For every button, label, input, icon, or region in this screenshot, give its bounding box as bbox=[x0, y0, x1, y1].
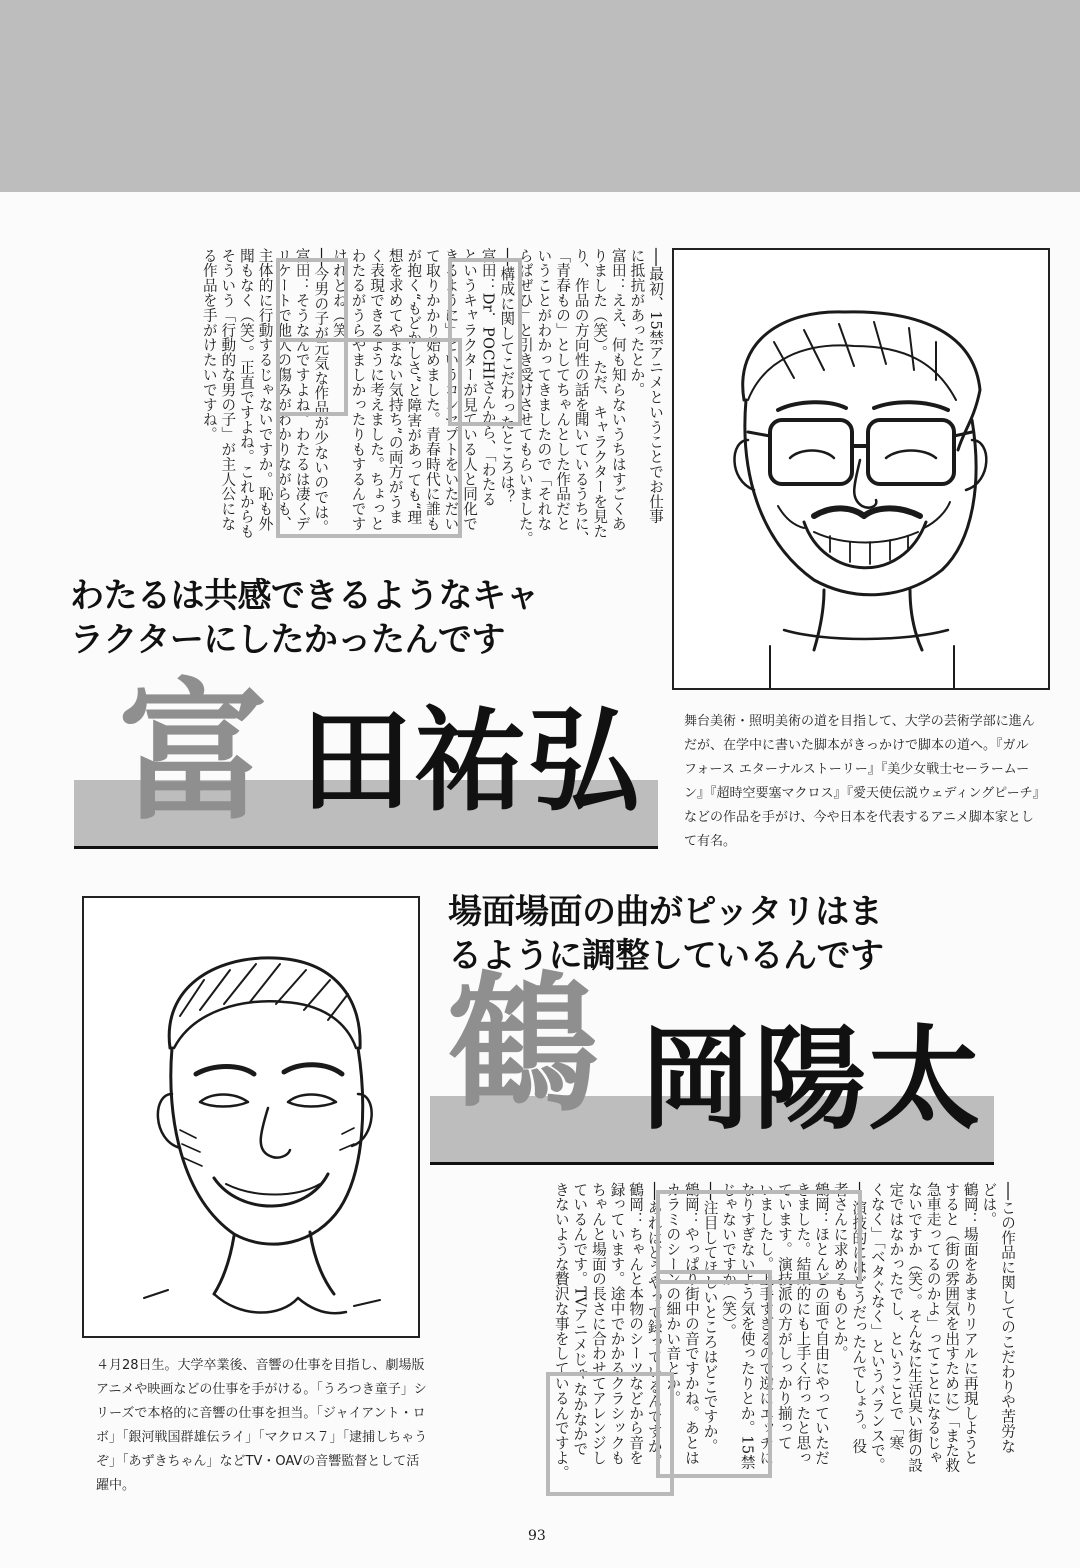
tomita-line-1: ──最初、15禁アニメということでお仕事 bbox=[647, 248, 664, 524]
tomita-line-19: ──今男の子が元気な作品が少ないのでは。 bbox=[312, 248, 330, 535]
tomita-line-24: そういう「行動的な男の子」が主人公にな bbox=[219, 248, 237, 532]
deco-frame-6 bbox=[546, 1372, 674, 1496]
tsuruoka-line-22: 録っています。途中でかかるクラシックも bbox=[608, 1182, 626, 1466]
tsuruoka-line-3: 鶴岡：場面をあまりリアルに再現しようと bbox=[961, 1182, 979, 1466]
tsuruoka-line-19: カラミのシーンの細かい音とか。 bbox=[664, 1182, 682, 1406]
tsuruoka-line-14: いましたし。上手すぎるので逆にエッチに bbox=[757, 1182, 775, 1466]
tsuruoka-line-20: ──あれはどうやって録っているんですか。 bbox=[645, 1182, 663, 1469]
tsuruoka-line-10: 者さんに求めるものとか。 bbox=[831, 1182, 849, 1361]
tsuruoka-line-13: ています。演技派の方がしっかり揃って bbox=[775, 1182, 793, 1451]
tsuruoka-line-23: ちゃんと場面の長さに合わせてアレンジし bbox=[589, 1182, 607, 1466]
tomita-headline bbox=[70, 574, 670, 662]
tsuruoka-headline-line-1: 場面場面の曲がピッタリはま bbox=[448, 892, 883, 932]
tomita-line-7: いうことがわかってきましたので「それな bbox=[535, 248, 553, 532]
tomita-line-9: ──構成に関してこだわったところは？ bbox=[498, 248, 516, 505]
tomita-line-2: に抵抗があったとか。 bbox=[628, 248, 646, 397]
page-number: 93 bbox=[528, 1528, 546, 1544]
tomita-line-12: きるように」というコンセプトをいただい bbox=[442, 248, 460, 532]
tsuruoka-line-12: きました。結果的にも上手く行ったと思っ bbox=[794, 1182, 812, 1466]
tomita-line-10: 富田：Dr．POCHIさんから、「わたる bbox=[479, 248, 497, 507]
tomita-line-25: る作品を手がけたいですね。 bbox=[200, 248, 218, 442]
tomita-line-4: りました（笑）。ただ、キャラクターを見た bbox=[591, 248, 609, 539]
tsuruoka-line-16: じゃないですか（笑）。 bbox=[720, 1182, 738, 1339]
tomita-line-11: というキャラクターが見ている人と同化で bbox=[461, 248, 479, 532]
tomita-portrait-illustration bbox=[674, 250, 1048, 688]
tomita-headline-line-1: わたるは共感できるようなキャ bbox=[70, 576, 539, 616]
tsuruoka-line-11: 鶴岡：ほとんどの面で自由にやっていただ bbox=[813, 1182, 831, 1466]
tsuruoka-line-18: 鶴岡：やっぱり街中の音ですかね。あとは bbox=[682, 1182, 700, 1466]
top-gray-band bbox=[0, 0, 1080, 192]
tsuruoka-line-21: 鶴岡：ちゃんと本物のシーツなどから音を bbox=[627, 1182, 645, 1466]
deco-frame-3 bbox=[276, 338, 462, 538]
tsuruoka-line-1: ──この作品に関してのこだわりや苦労な bbox=[999, 1182, 1016, 1454]
tomita-line-17: わたるがうらやましかったりもするんです bbox=[349, 248, 367, 532]
tomita-line-6: 「青春もの」としてちゃんとした作品だと bbox=[554, 248, 572, 532]
tsuruoka-headline-line-2: るように調整しているんです bbox=[448, 936, 884, 976]
tomita-headline-line-2: ラクターにしたかったんです bbox=[70, 620, 505, 660]
tsuruoka-name-big-char: 鶴 bbox=[448, 957, 599, 1133]
tomita-name: 田祐弘 bbox=[300, 696, 642, 827]
tomita-line-15: 想を求めてやまない気持ち”の両方がうま bbox=[386, 248, 404, 524]
tomita-line-13: て取りかかり始めました。青春時代に誰も bbox=[423, 248, 441, 532]
tsuruoka-line-4: すると（街の雰囲気を出すために）「また救 bbox=[943, 1182, 961, 1473]
tomita-line-8: らばぜひ」と引き受けさせてもらいました。 bbox=[516, 248, 534, 546]
tomita-line-16: く表現できるように考えました。ちょっと bbox=[368, 248, 386, 532]
tomita-line-23: 聞もなく（笑）。正直ですよね。これからも bbox=[237, 248, 255, 539]
tsuruoka-bio: ４月28日生。大学卒業後、音響の仕事を目指し、劇場版アニメや映画などの仕事を手がける。「うろつき童子」シリーズで本格的に音響の仕事を担当。「ジャイアント・ロボ」「銀河戦国群雄伝ライ」「マクロス７」「逮捕しちゃうぞ」「あずきちゃん」などTV・OAVの音響監督として活躍中。 bbox=[96, 1358, 428, 1493]
tsuruoka-name: 岡陽太 bbox=[640, 1014, 982, 1145]
tomita-line-21: リケートで他人の傷みがわかりながらも、 bbox=[275, 248, 293, 532]
tomita-line-3: 富田：ええ、何も知らないうちはすごくあ bbox=[609, 248, 627, 532]
tomita-line-5: り、作品の方向性の話を聞いているうちに、 bbox=[572, 248, 590, 546]
tomita-bio: 舞台美術・照明美術の道を目指して、大学の芸術学部に進んだが、在学中に書いた脚本がきっかけで脚本の道へ。『ガルフォース エターナルストーリー』『美少女戦士セーラームーン』『超時空要塞マクロス』『愛天使伝説ウェディングピーチ』などの作品を手がけ、今や日本を代表するアニメ脚本家として有名。 bbox=[684, 714, 1040, 849]
tsuruoka-line-24: ているんです。TVアニメじゃなかなかで bbox=[571, 1182, 589, 1457]
tomita-line-14: が抱く“もどかしさ”と障害があっても“理 bbox=[405, 248, 423, 525]
tomita-name-underline bbox=[74, 846, 658, 849]
tomita-line-22: 主体的に行動するじゃないですか。恥も外 bbox=[256, 248, 274, 532]
tsuruoka-name-underline bbox=[430, 1162, 994, 1165]
tsuruoka-line-7: 定ではなかったでし、ということで「寒 bbox=[887, 1182, 905, 1451]
tsuruoka-line-15: なりすぎないよう気を使ったりとか。15禁 bbox=[738, 1182, 756, 1470]
tsuruoka-line-6: ないですか（笑）。そんなに生活臭い街の設 bbox=[906, 1182, 924, 1473]
tsuruoka-line-9: ──演技的にはどうだったんでしょう。役 bbox=[850, 1182, 868, 1454]
tsuruoka-line-2: どは。 bbox=[980, 1182, 998, 1227]
tomita-portrait-frame bbox=[672, 248, 1050, 690]
tsuruoka-line-25: きないような贅沢な事をしているんですよ。 bbox=[552, 1182, 570, 1480]
tomita-name-big-char: 富 bbox=[118, 665, 269, 841]
tomita-line-20: 富田：そうなんですよね。わたるは凄くデ bbox=[293, 248, 311, 532]
tsuruoka-portrait-illustration bbox=[84, 898, 418, 1336]
tsuruoka-line-17: ──注目してほしいところはどこですか。 bbox=[701, 1182, 719, 1454]
tsuruoka-line-5: 急車走ってるのかよ」ってことになるじゃ bbox=[924, 1182, 942, 1466]
tsuruoka-line-8: くなく」「ベタぐなく」というバランスで。 bbox=[868, 1182, 886, 1473]
tomita-line-18: けれどね（笑） bbox=[330, 248, 348, 353]
tsuruoka-portrait-frame bbox=[82, 896, 420, 1338]
